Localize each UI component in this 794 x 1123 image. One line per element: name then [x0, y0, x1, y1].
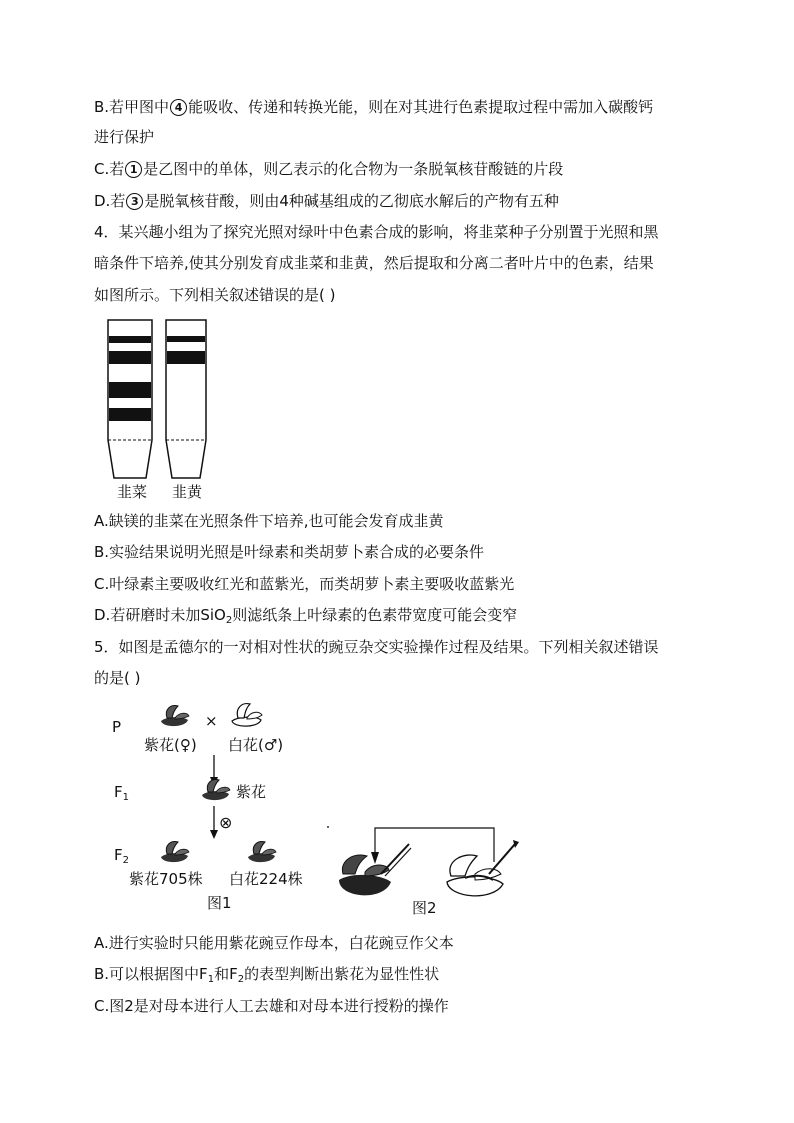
q3-option-b-line1 — [94, 97, 714, 117]
q4-stem-line1: 4．某兴趣小组为了探究光照对绿叶中色素合成的影响，将韭菜种子分别置于光照和黑 — [94, 223, 659, 241]
f1-letter: F — [114, 783, 123, 801]
cross-symbol: × — [205, 712, 218, 730]
pollination-operation-figure — [325, 822, 525, 910]
f2-purple-count: 紫花705株 — [129, 870, 203, 888]
f2-white-count: 白花224株 — [229, 870, 303, 888]
figure-1-caption: 图1 — [207, 894, 232, 912]
f1-phenotype-label: 紫花 — [236, 783, 267, 801]
q5-stem-line2: 的是( ) — [94, 669, 141, 687]
q5-b-subscript-1: 1 — [207, 974, 215, 985]
purple-flower-icon — [157, 702, 193, 730]
q4-stem-line3: 如图所示。下列相关叙述错误的是( ) — [94, 286, 336, 304]
white-flower-icon — [244, 838, 280, 866]
p-male-label: 白花(♂) — [228, 736, 284, 754]
q5-option-b — [94, 964, 714, 990]
q4-d-subscript: 2 — [225, 615, 233, 626]
strip-label-jiuhuang: 韭黄 — [172, 483, 203, 501]
q5-option-c: C.图2是对母本进行人工去雄和对母本进行授粉的操作 — [94, 997, 449, 1015]
dark-flower-emasculated — [339, 855, 391, 895]
strip-jiuhuang — [166, 320, 206, 478]
q5-stem-line1: 5．如图是孟德尔的一对相对性状的豌豆杂交实验操作过程及结果。下列相关叙述错误 — [94, 638, 659, 656]
f2-letter: F — [114, 846, 123, 864]
q3-c-text-pre: C.若 — [94, 160, 125, 178]
p-female-label: 紫花(♀) — [144, 736, 197, 754]
circled-number-1: 1 — [125, 161, 142, 178]
strip-label-jiucai: 韭菜 — [117, 483, 148, 501]
circled-number-3: 3 — [126, 193, 143, 210]
q4-d-text-post: 则滤纸条上叶绿素的色素带宽度可能会变窄 — [232, 606, 518, 624]
q4-option-b: B.实验结果说明光照是叶绿素和类胡萝卜素合成的必要条件 — [94, 543, 485, 561]
q3-d-text-post: 是脱氧核苷酸，则由4种碱基组成的乙彻底水解后的产物有五种 — [144, 192, 559, 210]
generation-label-f2 — [114, 846, 129, 870]
q4-option-c: C.叶绿素主要吸收红光和蓝紫光，而类胡萝卜素主要吸收蓝紫光 — [94, 575, 515, 593]
q4-option-a: A.缺镁的韭菜在光照条件下培养,也可能会发育成韭黄 — [94, 512, 444, 530]
q4-option-d — [94, 605, 714, 631]
strip-jiucai — [108, 320, 152, 478]
q5-option-a: A.进行实验时只能用紫花豌豆作母本，白花豌豆作父本 — [94, 934, 454, 952]
q3-option-d — [94, 191, 714, 211]
q5-b-text-pre: B.可以根据图中F — [94, 965, 208, 983]
generation-label-f1 — [114, 783, 129, 807]
purple-flower-icon — [198, 776, 234, 804]
f1-subscript: 1 — [122, 792, 130, 803]
q4-stem-line2: 暗条件下培养,使其分别发育成韭菜和韭黄，然后提取和分离二者叶片中的色素，结果 — [94, 254, 654, 272]
selfing-symbol: ⊗ — [219, 813, 233, 832]
circled-number-4: 4 — [170, 99, 187, 116]
figure-2-caption: 图2 — [412, 899, 437, 917]
chromatography-strips-figure — [100, 318, 220, 483]
q5-b-subscript-2: 2 — [237, 974, 245, 985]
q3-c-text-post: 是乙图中的单体，则乙表示的化合物为一条脱氧核苷酸链的片段 — [143, 160, 564, 178]
generation-label-p: P — [112, 718, 122, 736]
q3-b-text-post: 能吸收、传递和转换光能，则在对其进行色素提取过程中需加入碳酸钙 — [188, 98, 654, 116]
q3-option-b-line2: 进行保护 — [94, 128, 155, 146]
f2-subscript: 2 — [122, 855, 130, 866]
q3-b-text-pre: B.若甲图中 — [94, 98, 170, 116]
purple-flower-icon — [157, 838, 193, 866]
q3-d-text-pre: D.若 — [94, 192, 126, 210]
q4-d-text-pre: D.若研磨时未加SiO — [94, 606, 226, 624]
q5-b-text-mid: 和F — [214, 965, 238, 983]
white-flower-icon — [228, 700, 266, 730]
q5-b-text-post: 的表型判断出紫花为显性性状 — [244, 965, 440, 983]
q3-option-c — [94, 159, 714, 179]
